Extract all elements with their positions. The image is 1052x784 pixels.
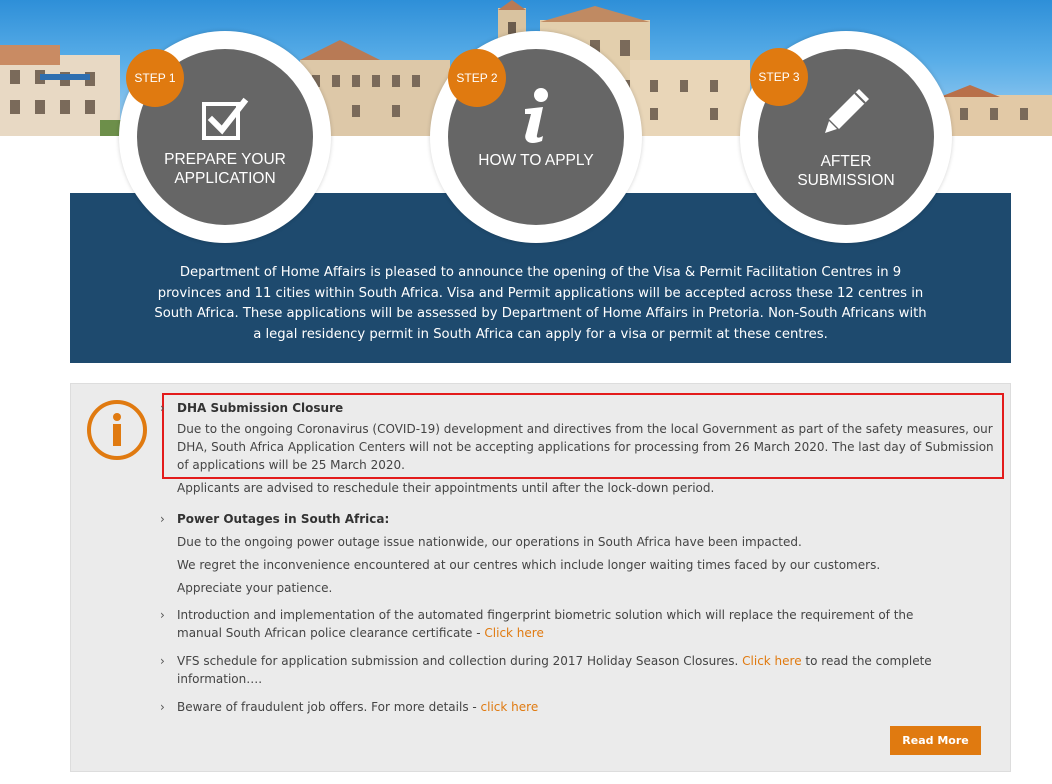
step-1-badge: STEP 1 (126, 49, 184, 107)
power-title: Power Outages in South Africa: (177, 512, 390, 526)
notice-biometric (160, 606, 917, 642)
checkbox-icon (200, 96, 250, 142)
notice-dha-closure (160, 399, 997, 497)
step-2-badge: STEP 2 (448, 49, 506, 107)
holiday-after-text: to read the complete information…. (177, 654, 932, 686)
announcement-text: Department of Home Affairs is pleased to announce the opening of the Visa & Permit Facilitation Centres in 9 provinces and 11 cities within South Africa. Visa and Permit applications will be accepted across these 12 centres in South Africa. These applications will be assessed by Department of Home Affairs in Pretoria. Non-South Africans with a legal residency permit in South Africa can apply for a visa or permit at these centres. (154, 265, 927, 342)
notice-holiday (160, 652, 937, 688)
fraud-click-here-link[interactable]: click here (480, 700, 539, 714)
biometric-text: Introduction and implementation of the automated fingerprint biometric solution which will replace the requirement of the manual South African police clearance certificate - (177, 608, 914, 640)
holiday-click-here-link[interactable]: Click here (742, 654, 802, 668)
info-dot (113, 413, 121, 421)
notice-fraud (160, 698, 997, 716)
info-circle-icon (87, 400, 147, 460)
chevron-right-icon: › (160, 608, 165, 622)
chevron-right-icon: › (160, 700, 165, 714)
notice-power-outages (160, 510, 997, 597)
chevron-right-icon: › (160, 512, 165, 526)
chevron-right-icon: › (160, 401, 165, 415)
notice-panel (70, 383, 1011, 772)
holiday-text: VFS schedule for application submission and collection during 2017 Holiday Season Closures. (177, 654, 743, 668)
step-2-label-line1: HOW TO APPLY (478, 152, 594, 169)
step-3-label-line2: SUBMISSION (797, 172, 895, 189)
info-stem (113, 424, 121, 446)
step-3-badge: STEP 3 (750, 48, 808, 106)
power-line-1: Due to the ongoing power outage issue nationwide, our operations in South Africa have been impacted. (177, 535, 802, 549)
step-3-circle[interactable] (740, 31, 952, 243)
step-1-circle[interactable] (119, 31, 331, 243)
info-icon (511, 87, 561, 143)
dha-title: DHA Submission Closure (177, 401, 344, 415)
power-line-2: We regret the inconvenience encountered at our centres which include longer waiting times faced by our customers. (177, 558, 881, 572)
read-more-button[interactable]: Read More (890, 726, 981, 755)
step-1-label-line1: PREPARE YOUR (164, 151, 286, 168)
dha-extra: Applicants are advised to reschedule their appointments until after the lock-down period. (177, 481, 715, 495)
step-1-label-line2: APPLICATION (174, 170, 276, 187)
pencil-icon (821, 85, 873, 137)
step-2-circle[interactable] (430, 31, 642, 243)
chevron-right-icon: › (160, 654, 165, 668)
dha-body: Due to the ongoing Coronavirus (COVID-19) development and directives from the local Government as part of the safety measures, our DHA, South Africa Application Centers will not be accepting applications for processing from 26 March 2020. The last day of Submission of applications will be 25 March 2020. (177, 422, 994, 472)
fraud-text: Beware of fraudulent job offers. For more details - (177, 700, 481, 714)
step-3-label-line1: AFTER (820, 153, 872, 170)
biometric-click-here-link[interactable]: Click here (484, 626, 544, 640)
power-line-3: Appreciate your patience. (177, 581, 333, 595)
